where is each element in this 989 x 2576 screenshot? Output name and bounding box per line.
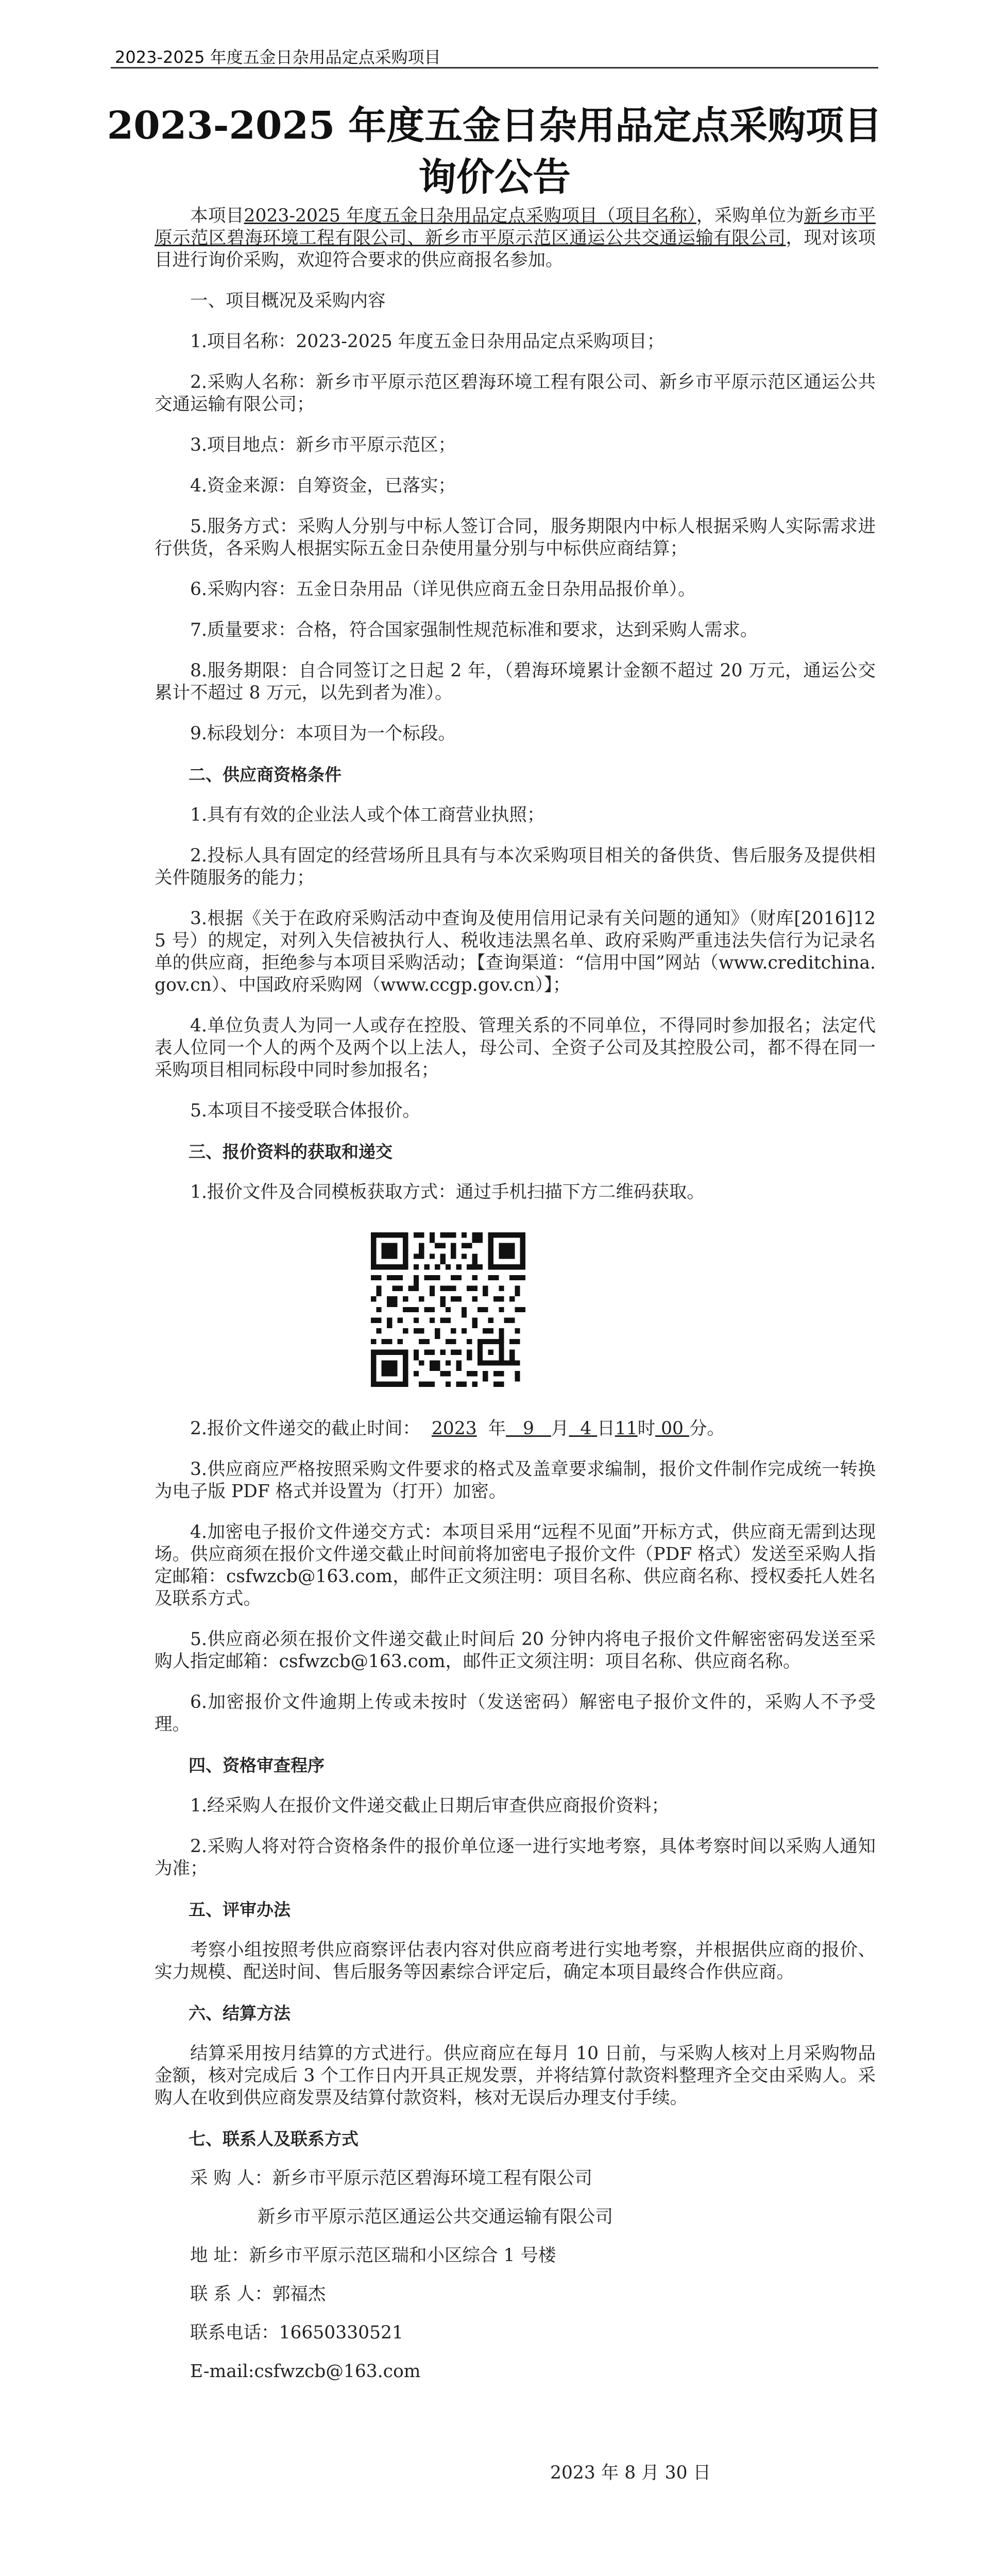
deadline-day bbox=[569, 1418, 597, 1439]
purchaser-label: 采 购 人： bbox=[190, 2168, 272, 2189]
s1-item: 6.采购内容：五金日杂用品（详见供应商五金日杂用品报价单）。 bbox=[190, 579, 696, 600]
s3-item: 5.供应商必须在报价文件递交截止时间后 20 分钟内将电子报价文件解密密码发送至采购人指定邮箱：csfwzcb@163.com，邮件正文须注明：项目名称、供应商名称。 bbox=[155, 1629, 876, 1672]
s2-item: 2.投标人具有固定的经营场所且具有与本次采购项目相关的备供货、售后服务及提供相关件随服务的能力； bbox=[155, 845, 876, 888]
deadline-hour-unit: 时 bbox=[637, 1418, 656, 1439]
section-heading-2: 二、供应商资格条件 bbox=[189, 765, 342, 785]
deadline-year-unit: 年 bbox=[488, 1418, 506, 1439]
project-name: 2023-2025 年度五金日杂用品定点采购项目（项目名称） bbox=[244, 206, 696, 226]
s2-item: 1.具有有效的企业法人或个体工商营业执照； bbox=[190, 805, 545, 825]
s5-text: 考察小组按照考供应商察评估表内容对供应商考进行实地考察，并根据供应商的报价、实力规模、配送时间、售后服务等因素综合评定后，确定本项目最终合作供应商。 bbox=[155, 1940, 876, 1982]
s2-item: 4.单位负责人为同一人或存在控股、管理关系的不同单位，不得同时参加报名；法定代表人位同一个人的两个及两个以上法人，母公司、全资子公司及其控股公司，都不得在同一采购项目相同标段中同时参加报名； bbox=[155, 1015, 876, 1080]
contact-phone: 联系电话：16650330521 bbox=[190, 2323, 403, 2343]
deadline-minute-value: 00 bbox=[661, 1418, 684, 1439]
section-heading-7: 七、联系人及联系方式 bbox=[189, 2129, 359, 2149]
s3-deadline bbox=[155, 1409, 876, 1449]
deadline-month-unit: 月 bbox=[551, 1418, 569, 1439]
contact-person: 联 系 人：郭福杰 bbox=[190, 2284, 326, 2304]
s2-item: 3.根据《关于在政府采购活动中查询及使用信用记录有关问题的通知》（财库[2016]125 号）的规定，对列入失信被执行人、税收违法黑名单、政府采购严重违法失信行为记录名单的供应商，拒绝参与本项目采购活动；【查询渠道：“信用中国”网站（www.creditchina.gov.cn）、中国政府采购网（www.ccgp.gov.cn）】； bbox=[155, 908, 876, 995]
section-heading-6: 六、结算方法 bbox=[189, 2003, 291, 2023]
notice-date: 2023 年 8 月 30 日 bbox=[550, 2463, 711, 2483]
purchasers: 新乡市平原示范区碧海环境工程有限公司、新乡市平原示范区通运公共交通运输有限公司 bbox=[155, 206, 876, 248]
contact-purchaser-2: 新乡市平原示范区通运公共交通运输有限公司 bbox=[258, 2207, 613, 2227]
section-heading-1: 一、项目概况及采购内容 bbox=[190, 291, 386, 311]
section-heading-5: 五、评审办法 bbox=[189, 1900, 291, 1920]
contact-purchaser bbox=[155, 2159, 876, 2198]
deadline-minute-unit: 分。 bbox=[689, 1418, 725, 1439]
intro-text: ，现对该项目进行询价采购，欢迎符合要求的供应商报名参加。 bbox=[155, 228, 876, 270]
deadline-day-value: 4 bbox=[580, 1418, 592, 1439]
s3-item: 1.报价文件及合同模板获取方式：通过手机扫描下方二维码获取。 bbox=[190, 1182, 705, 1202]
contact-address: 地 址：新乡市平原示范区瑞和小区综合 1 号楼 bbox=[190, 2245, 556, 2266]
s6-text: 结算采用按月结算的方式进行。供应商应在每月 10 日前，与采购人核对上月采购物品金额，核对完成后 3 个工作日内开具正规发票，并将结算付款资料整理齐全交由采购人。采购人在收到供应商发票及结算付款资料，核对无误后办理支付手续。 bbox=[155, 2043, 876, 2108]
s1-item: 1.项目名称：2023-2025 年度五金日杂用品定点采购项目； bbox=[190, 331, 665, 352]
qr-code-image[interactable] bbox=[371, 1232, 525, 1387]
section-heading-4: 四、资格审查程序 bbox=[189, 1755, 325, 1775]
s3-item: 6.加密报价文件逾期上传或未按时（发送密码）解密电子报价文件的，采购人不予受理。 bbox=[155, 1692, 876, 1735]
deadline-month-value: 9 bbox=[523, 1418, 534, 1439]
s1-item: 2.采购人名称：新乡市平原示范区碧海环境工程有限公司、新乡市平原示范区通运公共交通运输有限公司； bbox=[155, 372, 876, 415]
contact-email[interactable]: E-mail:csfwzcb@163.com bbox=[190, 2361, 421, 2382]
s1-item: 7.质量要求：合格，符合国家强制性规范标准和要求，达到采购人需求。 bbox=[190, 620, 758, 640]
s1-item: 8.服务期限：自合同签订之日起 2 年，（碧海环境累计金额不超过 20 万元，通运公交累计不超过 8 万元，以先到者为准）。 bbox=[155, 660, 876, 703]
s1-item: 5.服务方式：采购人分别与中标人签订合同，服务期限内中标人根据采购人实际需求进行供货，各采购人根据实际五金日杂使用量分别与中标供应商结算； bbox=[155, 516, 876, 559]
s4-item: 1.经采购人在报价文件递交截止日期后审查供应商报价资料； bbox=[190, 1795, 669, 1816]
s3-item: 4.加密电子报价文件递交方式：本项目采用“远程不见面”开标方式，供应商无需到达现场。供应商须在报价文件递交截止时间前将加密电子报价文件（PDF 格式）发送至采购人指定邮箱：csfwzcb@163.com，邮件正文须注明：项目名称、供应商名称、授权委托人姓名及联系方式。 bbox=[155, 1522, 876, 1609]
deadline-day-unit: 日 bbox=[597, 1418, 615, 1439]
document-title-line2: 询价公告 bbox=[418, 155, 571, 199]
purchaser-1: 新乡市平原示范区碧海环境工程有限公司 bbox=[272, 2168, 592, 2189]
s1-item: 9.标段划分：本项目为一个标段。 bbox=[190, 723, 456, 744]
header-title: 2023-2025 年度五金日杂用品定点采购项目 bbox=[115, 47, 441, 67]
s3-item: 3.供应商应严格按照采购文件要求的格式及盖章要求编制，报价文件制作完成统一转换为电子版 PDF 格式并设置为（打开）加密。 bbox=[155, 1459, 876, 1502]
s2-item: 5.本项目不接受联合体报价。 bbox=[190, 1100, 420, 1121]
document-body bbox=[155, 196, 876, 2494]
deadline-month bbox=[506, 1418, 551, 1439]
s1-item: 4.资金来源：自筹资金，已落实； bbox=[190, 476, 456, 496]
document-title-line1: 2023-2025 年度五金日杂用品定点采购项目 bbox=[107, 104, 882, 148]
s1-item: 3.项目地点：新乡市平原示范区； bbox=[190, 435, 456, 455]
deadline-year: 2023 bbox=[431, 1418, 477, 1439]
page-header bbox=[111, 32, 878, 69]
deadline-minute bbox=[655, 1418, 689, 1439]
s4-item: 2.采购人将对符合资格条件的报价单位逐一进行实地考察，具体考察时间以采购人通知为准； bbox=[155, 1836, 876, 1879]
intro-text: ，采购单位为 bbox=[696, 206, 804, 226]
intro-paragraph bbox=[155, 196, 876, 281]
section-heading-3: 三、报价资料的获取和递交 bbox=[189, 1142, 393, 1162]
deadline-prefix: 2.报价文件递交的截止时间： bbox=[190, 1418, 420, 1439]
deadline-hour: 11 bbox=[615, 1418, 638, 1439]
intro-text: 本项目 bbox=[190, 206, 244, 226]
